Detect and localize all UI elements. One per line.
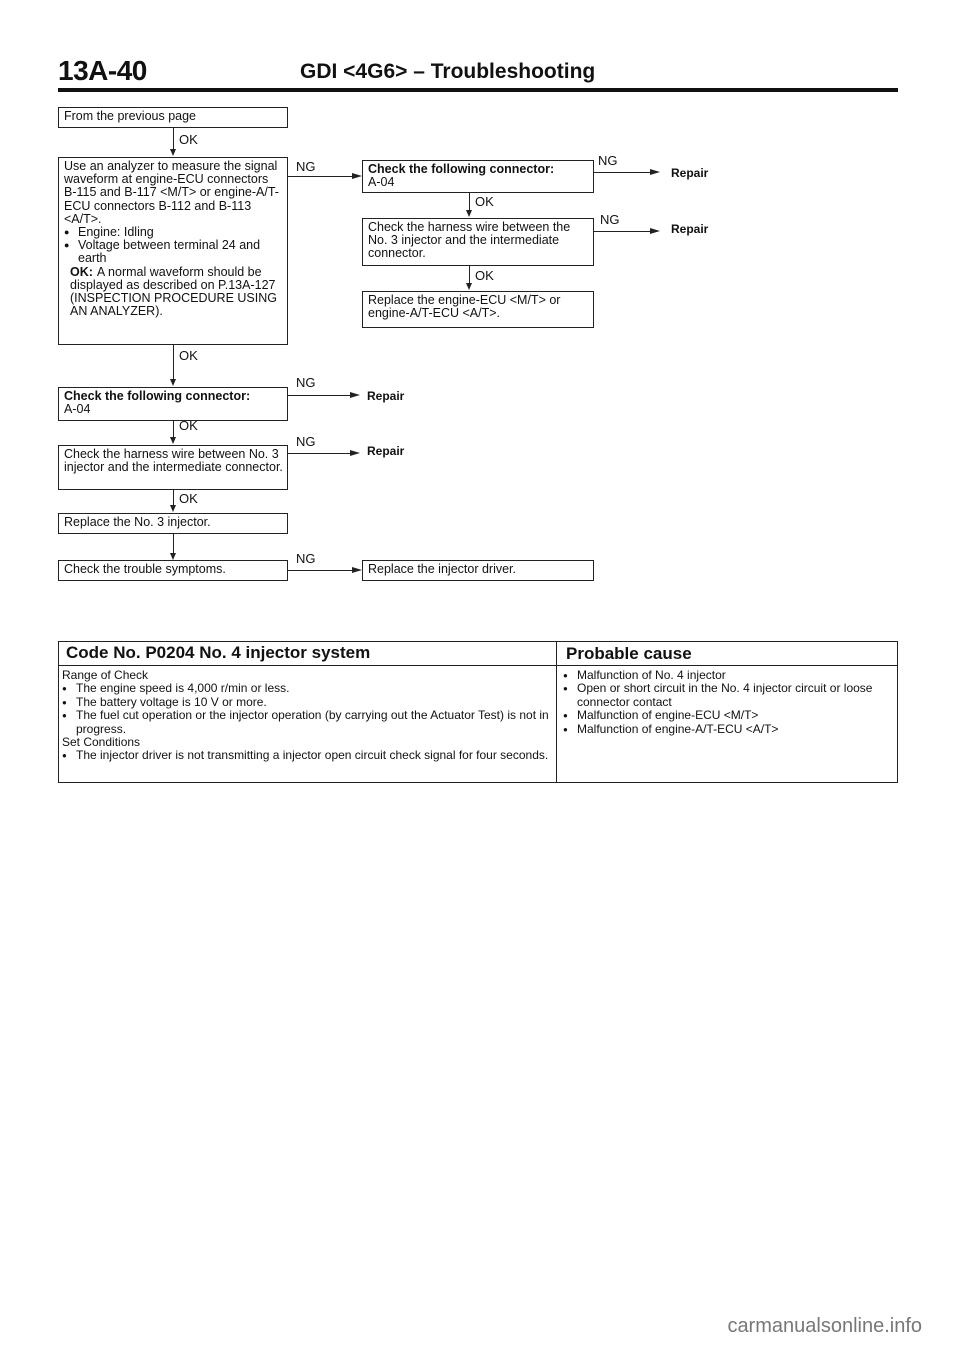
table-column-divider: [556, 641, 557, 783]
down-arrow-icon: [170, 379, 176, 386]
left-connector-id: A-04: [64, 402, 91, 417]
down-arrow-icon: [466, 283, 472, 290]
range-item: ● The engine speed is 4,000 r/min or less.: [62, 682, 552, 695]
ok-label: OK: [179, 491, 198, 506]
right-ecu-box: [362, 291, 594, 328]
repair-label: Repair: [367, 389, 405, 403]
connector-line: [173, 490, 174, 506]
down-arrow-icon: [170, 437, 176, 444]
probable-causes: [563, 669, 893, 736]
ok-label: OK: [179, 418, 198, 433]
right-connector-title: Check the following connector:: [368, 162, 555, 176]
down-arrow-icon: [170, 149, 176, 156]
analyzer-bullet-idling: ● Engine: Idling: [64, 226, 283, 239]
connector-line: [288, 453, 350, 454]
ng-label: NG: [296, 159, 316, 174]
ng-label: NG: [296, 375, 316, 390]
right-arrow-icon: [650, 169, 660, 175]
repair-label: Repair: [671, 166, 709, 180]
repair-label: Repair: [671, 222, 709, 236]
ng-label: NG: [296, 551, 316, 566]
connector-line: [288, 395, 350, 396]
replace-injector-text: Replace the No. 3 injector.: [64, 515, 211, 529]
connector-line: [173, 534, 174, 554]
code-title: Code No. P0204 No. 4 injector system: [66, 643, 371, 662]
header-rule: [58, 88, 898, 92]
right-arrow-icon: [350, 450, 360, 456]
connector-line: [173, 128, 174, 150]
watermark: carmanualsonline.info: [727, 1315, 922, 1337]
ok-label: OK: [475, 268, 494, 283]
right-arrow-icon: [350, 392, 360, 398]
range-item: ● The fuel cut operation or the injector operation (by carrying out the Actuator Test) is not in progress.: [62, 709, 552, 736]
down-arrow-icon: [466, 210, 472, 217]
analyzer-bullet-voltage: ● Voltage between terminal 24 and earth: [64, 239, 283, 265]
replace-injector-box: [58, 513, 288, 534]
right-connector-id: A-04: [368, 175, 395, 190]
connector-line: [288, 570, 352, 571]
range-of-check: [62, 669, 552, 763]
connector-line: [173, 345, 174, 380]
connector-line: [594, 172, 650, 173]
left-harness-box: [58, 445, 288, 490]
analyzer-ok-label: OK:: [70, 264, 93, 279]
analyzer-ok-spec: [64, 266, 283, 319]
connector-line: [288, 176, 352, 177]
start-box-text: From the previous page: [64, 109, 197, 123]
right-arrow-icon: [352, 173, 362, 179]
ok-label: OK: [475, 194, 494, 209]
left-harness-text: Check the harness wire between No. 3 injector and the intermediate connector.: [64, 447, 283, 475]
ng-label: NG: [600, 212, 620, 227]
probable-cause-header: Probable cause: [566, 644, 692, 663]
ok-label: OK: [179, 132, 198, 147]
page-title: GDI <4G6> – Troubleshooting: [300, 60, 596, 83]
connector-line: [469, 193, 470, 211]
cause-item: ● Malfunction of No. 4 injector: [563, 669, 893, 682]
trouble-text: Check the trouble symptoms.: [64, 562, 226, 576]
ng-label: NG: [296, 434, 316, 449]
range-heading: Range of Check: [62, 668, 149, 682]
right-connector-box: [362, 160, 594, 193]
left-connector-title: Check the following connector:: [64, 389, 251, 403]
left-connector-box: [58, 387, 288, 421]
analyzer-box: [58, 157, 288, 345]
cause-item: ● Malfunction of engine-ECU <M/T>: [563, 709, 893, 722]
ng-label: NG: [598, 153, 618, 168]
page-number: 13A-40: [58, 55, 147, 86]
set-item: ● The injector driver is not transmitting a injector open circuit check signal for four seconds.: [62, 749, 552, 762]
connector-line: [173, 421, 174, 438]
trouble-box: [58, 560, 288, 581]
analyzer-intro: Use an analyzer to measure the signal waveform at engine-ECU connectors B-115 and B-117 <M/T> or engine-A/T-ECU connectors B-112 and B-113 <A/T>.: [64, 159, 279, 226]
connector-line: [594, 231, 650, 232]
down-arrow-icon: [170, 553, 176, 560]
right-harness-box: [362, 218, 594, 266]
cause-item: ● Open or short circuit in the No. 4 injector circuit or loose connector contact: [563, 682, 893, 709]
right-arrow-icon: [352, 567, 362, 573]
right-arrow-icon: [650, 228, 660, 234]
table-header-divider: [58, 665, 898, 666]
down-arrow-icon: [170, 505, 176, 512]
connector-line: [469, 266, 470, 284]
repair-label: Repair: [367, 444, 405, 458]
set-heading: Set Conditions: [62, 735, 141, 750]
analyzer-ok-text: A normal waveform should be displayed as described on P.13A-127 (INSPECTION PROCEDURE USING AN ANALYZER).: [70, 264, 277, 319]
range-item: ● The battery voltage is 10 V or more.: [62, 696, 552, 709]
ok-label: OK: [179, 348, 198, 363]
right-ecu-text: Replace the engine-ECU <M/T> or engine-A/T-ECU <A/T>.: [368, 293, 561, 321]
right-harness-text: Check the harness wire between the No. 3 injector and the intermediate connector.: [368, 220, 571, 261]
driver-box: [362, 560, 594, 581]
driver-text: Replace the injector driver.: [368, 562, 516, 576]
cause-item: ● Malfunction of engine-A/T-ECU <A/T>: [563, 723, 893, 736]
start-box: [58, 107, 288, 128]
